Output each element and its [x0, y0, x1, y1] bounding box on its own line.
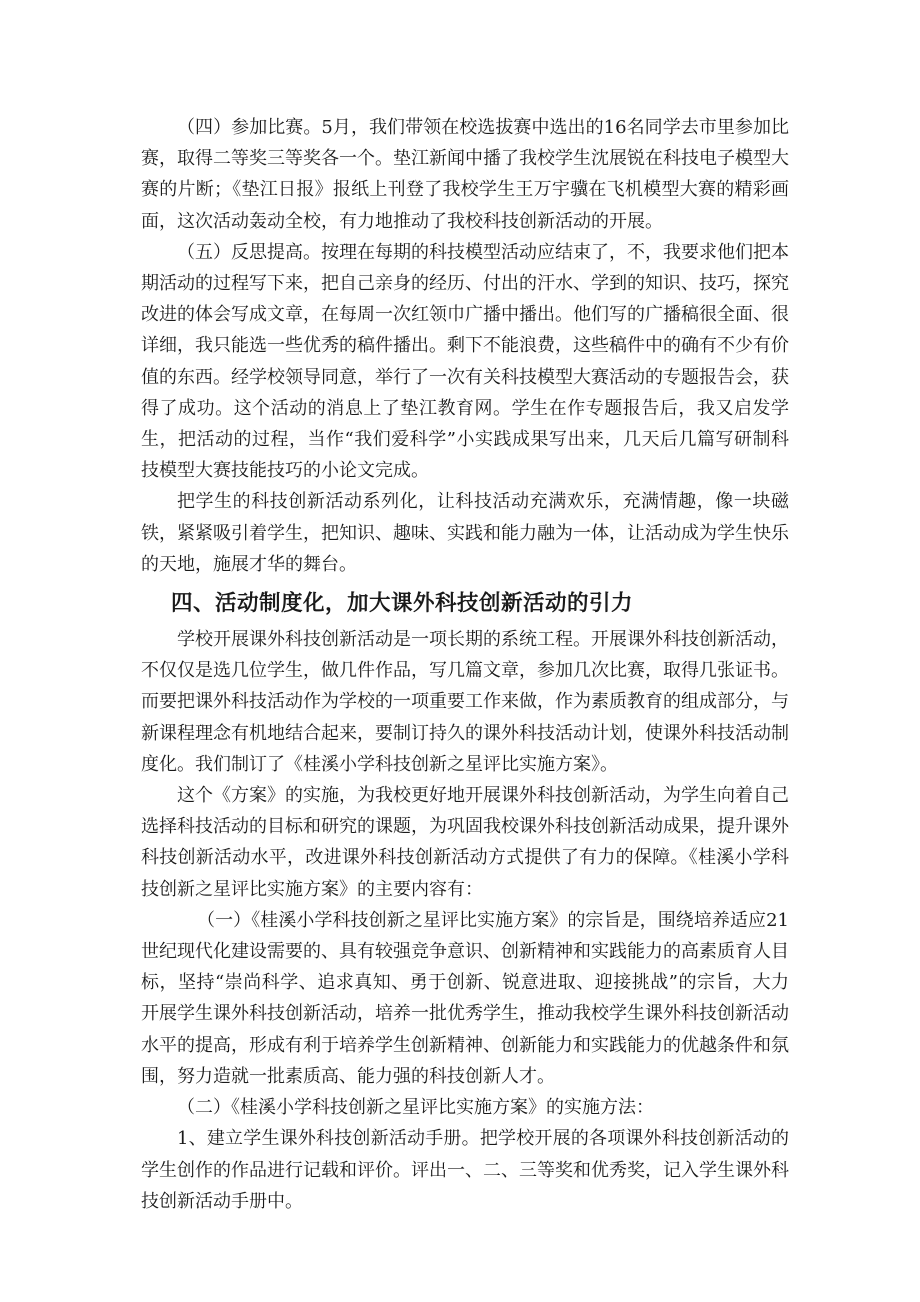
paragraph-plan-methods: （二）《桂溪小学科技创新之星评比实施方案》的实施方法： [177, 1097, 654, 1119]
document-body [141, 112, 789, 1217]
paragraph-plan-implementation: 这个《方案》的实施，为我校更好地开展课外科技创新活动，为学生向着自己选择科技活动的目标和研究的课题，为巩固我校课外科技创新活动成果，提升课外科技创新活动水平，改进课外科技创新活动方式提供了有力的保障。《桂溪小学科技创新之星评比实施方案》的主要内容有： [141, 785, 789, 900]
paragraph-long-term-project: 学校开展课外科技创新活动是一项长期的系统工程。开展课外科技创新活动，不仅仅是选几位学生，做几件作品，写几篇文章，参加几次比赛，取得几张证书。而要把课外科技活动作为学校的一项重要工作来做，作为素质教育的组成部分，与新课程理念有机地结合起来，要制订持久的课外科技活动计划，使课外科技活动制度化。我们制订了《桂溪小学科技创新之星评比实施方案》。 [141, 629, 789, 775]
paragraph-activity-handbook: 1、建立学生课外科技创新活动手册。把学校开展的各项课外科技创新活动的学生创作的作品进行记载和评价。评出一、二、三等奖和优秀奖，记入学生课外科技创新活动手册中。 [141, 1128, 789, 1212]
paragraph-series-summary: 把学生的科技创新活动系列化，让科技活动充满欢乐，充满情趣，像一块磁铁，紧紧吸引着学生，把知识、趣味、实践和能力融为一体，让活动成为学生快乐的天地，施展才华的舞台。 [141, 491, 789, 575]
paragraph-reflection: （五）反思提高。按理在每期的科技模型活动应结束了，不，我要求他们把本期活动的过程写下来，把自己亲身的经历、付出的汗水、学到的知识、技巧，探究改进的体会写成文章，在每周一次红领巾广播中播出。他们写的广播稿很全面、很详细，我只能选一些优秀的稿件播出。剩下不能浪费，这些稿件中的确有不少有价值的东西。经学校领导同意，举行了一次有关科技模型大赛活动的专题报告会，获得了成功。这个活动的消息上了垫江教育网。学生在作专题报告后，我又启发学生，把活动的过程，当作“我们爱科学”小实践成果写出来，几天后几篇写研制科技模型大赛技能技巧的小论文完成。 [141, 241, 789, 482]
paragraph-competition: （四）参加比赛。5月，我们带领在校选拔赛中选出的16名同学去市里参加比赛，取得二等奖三等奖各一个。垫江新闻中播了我校学生沈展锐在科技电子模型大赛的片断；《垫江日报》报纸上刊登了我校学生王万宇骥在飞机模型大赛的精彩画面，这次活动轰动全校，有力地推动了我校科技创新活动的开展。 [141, 117, 789, 232]
paragraph-plan-purpose: （一）《桂溪小学科技创新之星评比实施方案》的宗旨是，围绕培养适应21世纪现代化建设需要的、具有较强竞争意识、创新精神和实践能力的高素质育人目标，坚持“崇尚科学、追求真知、勇于创新、锐意进取、迎接挑战”的宗旨，大力开展学生课外科技创新活动，培养一批优秀学生，推动我校学生课外科技创新活动水平的提高，形成有利于培养学生创新精神、创新能力和实践能力的优越条件和氛围，努力造就一批素质高、能力强的科技创新人才。 [141, 909, 789, 1087]
section-heading: 四、活动制度化，加大课外科技创新活动的引力 [171, 591, 634, 617]
